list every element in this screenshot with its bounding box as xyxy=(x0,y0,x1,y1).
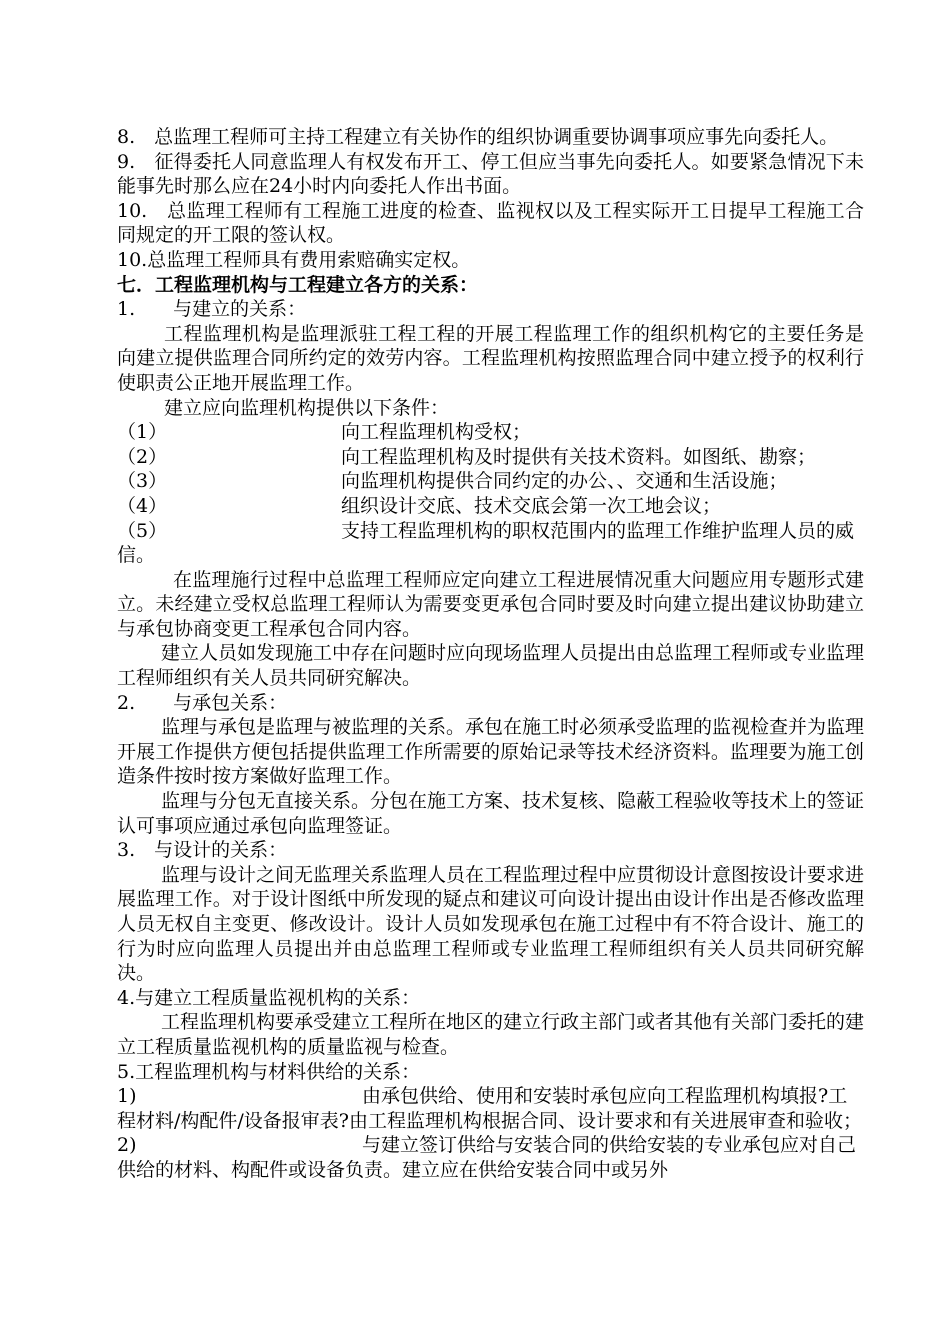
condition-text: 向工程监理机构受权； xyxy=(341,421,532,444)
condition-text: 向工程监理机构及时提供有关技术资料。如图纸、勘察； xyxy=(341,445,817,468)
paragraph: 建立人员如发现施工中存在问题时应向现场监理人员提出由总监理工程师或专业监理工程师组织有关人员共同研究解决。 xyxy=(117,642,864,690)
subsection-title-3: 3. 与设计的关系： xyxy=(117,839,288,862)
condition-text: 支持工程监理机构的职权范围内的监理工作维护监理人员的威信。 xyxy=(117,519,855,567)
condition-item xyxy=(117,420,864,445)
list-item-10b: 10.总监理工程师具有费用索赔确实定权。 xyxy=(117,248,471,271)
condition-item xyxy=(117,469,864,494)
item-text: 总监理工程师可主持工程建立有关协作的组织协调重要协调事项应事先向委托人。 xyxy=(154,126,839,148)
paragraph: 工程监理机构要承受建立工程所在地区的建立行政主部门或者其他有关部门委托的建立工程质量监视机构的质量监视与检查。 xyxy=(117,1011,864,1058)
subsection-title-2: 2. 与承包关系： xyxy=(117,691,288,714)
condition-text: 向监理机构提供合同约定的办公、、交通和生活设施； xyxy=(341,470,788,493)
item-number: 10. xyxy=(117,199,167,222)
condition-item xyxy=(117,445,864,470)
condition-label: （5） xyxy=(117,519,168,542)
supply-label: 1) xyxy=(117,1085,137,1108)
item-number: 8. xyxy=(117,126,155,148)
condition-label: （4） xyxy=(117,494,168,517)
paragraph: 监理与分包无直接关系。分包在施工方案、技术复核、隐蔽工程验收等技术上的签证认可事项应通过承包向监理签证。 xyxy=(117,790,864,837)
subsection-title-5: 5.工程监理机构与材料供给的关系： xyxy=(117,1060,421,1083)
item-text: 总监理工程师有工程施工进度的检查、监视权以及工程实际开工日提早工程施工合同规定的开工限的签认权。 xyxy=(117,199,864,247)
condition-text: 组织设计交底、技术交底会第一次工地会议； xyxy=(341,494,722,517)
section-heading: 七．工程监理机构与工程建立各方的关系： xyxy=(117,273,479,296)
condition-label: （1） xyxy=(117,421,168,444)
condition-item xyxy=(117,519,864,568)
condition-label: （3） xyxy=(117,470,168,493)
item-text: 征得委托人同意监理人有权发布开工、停工但应当事先向委托人。如要紧急情况下未能事先时那么应在24小时内向委托人作出书面。 xyxy=(117,150,864,198)
subsection-title-1: 1. 与建立的关系： xyxy=(117,298,307,321)
condition-item xyxy=(117,494,864,519)
item-number: 9. xyxy=(117,150,155,173)
paragraph: 监理与承包是监理与被监理的关系。承包在施工时必须承受监理的监视检查并为监理开展工作提供方便包括提供监理工作所需要的原始记录等技术经济资料。监理要为施工创造条件按时按方案做好监理工作。 xyxy=(117,716,864,788)
paragraph: 工程监理机构是监理派驻工程工程的开展工程监理工作的组织机构它的主要任务是向建立提供监理合同所约定的效劳内容。工程监理机构按照监理合同中建立授予的权利行使职责公正地开展监理工作。 xyxy=(117,322,864,394)
paragraph: 建立应向监理机构提供以下条件： xyxy=(164,396,450,419)
supply-text: 由承包供给、使用和安装时承包应向工程监理机构填报?工程材料/构配件/设备报审表?由工程监理机构根据合同、设计要求和有关进展审查和验收； xyxy=(117,1085,862,1132)
list-item-9 xyxy=(117,150,864,199)
paragraph: 监理与设计之间无监理关系监理人员在工程监理过程中应贯彻设计意图按设计要求进展监理工作。对于设计图纸中所发现的疑点和建议可向设计提出由设计作出是否修改监理人员无权自主变更、修改设计。设计人员如发现承包在施工过程中有不符合设计、施工的行为时应向监理人员提出并由总监理工程师或专业监理工程师组织有关人员共同研究解决。 xyxy=(117,863,864,985)
list-item-10a xyxy=(117,199,864,248)
paragraph: 在监理施行过程中总监理工程师应定向建立工程进展情况重大问题应用专题形式建立。未经建立受权总监理工程师认为需要变更承包合同时要及时向建立提出建议协助建立与承包协商变更工程承包合同内容。 xyxy=(117,568,864,640)
document-body xyxy=(117,125,864,1183)
supply-item xyxy=(117,1084,864,1133)
list-item-8 xyxy=(117,125,864,150)
condition-label: （2） xyxy=(117,445,168,468)
supply-text: 与建立签订供给与安装合同的供给安装的专业承包应对自己供给的材料、构配件或设备负责。建立应在供给安装合同中或另外 xyxy=(117,1134,857,1181)
supply-item xyxy=(117,1133,864,1182)
supply-label: 2) xyxy=(117,1134,137,1157)
subsection-title-4: 4.与建立工程质量监视机构的关系： xyxy=(117,986,421,1009)
